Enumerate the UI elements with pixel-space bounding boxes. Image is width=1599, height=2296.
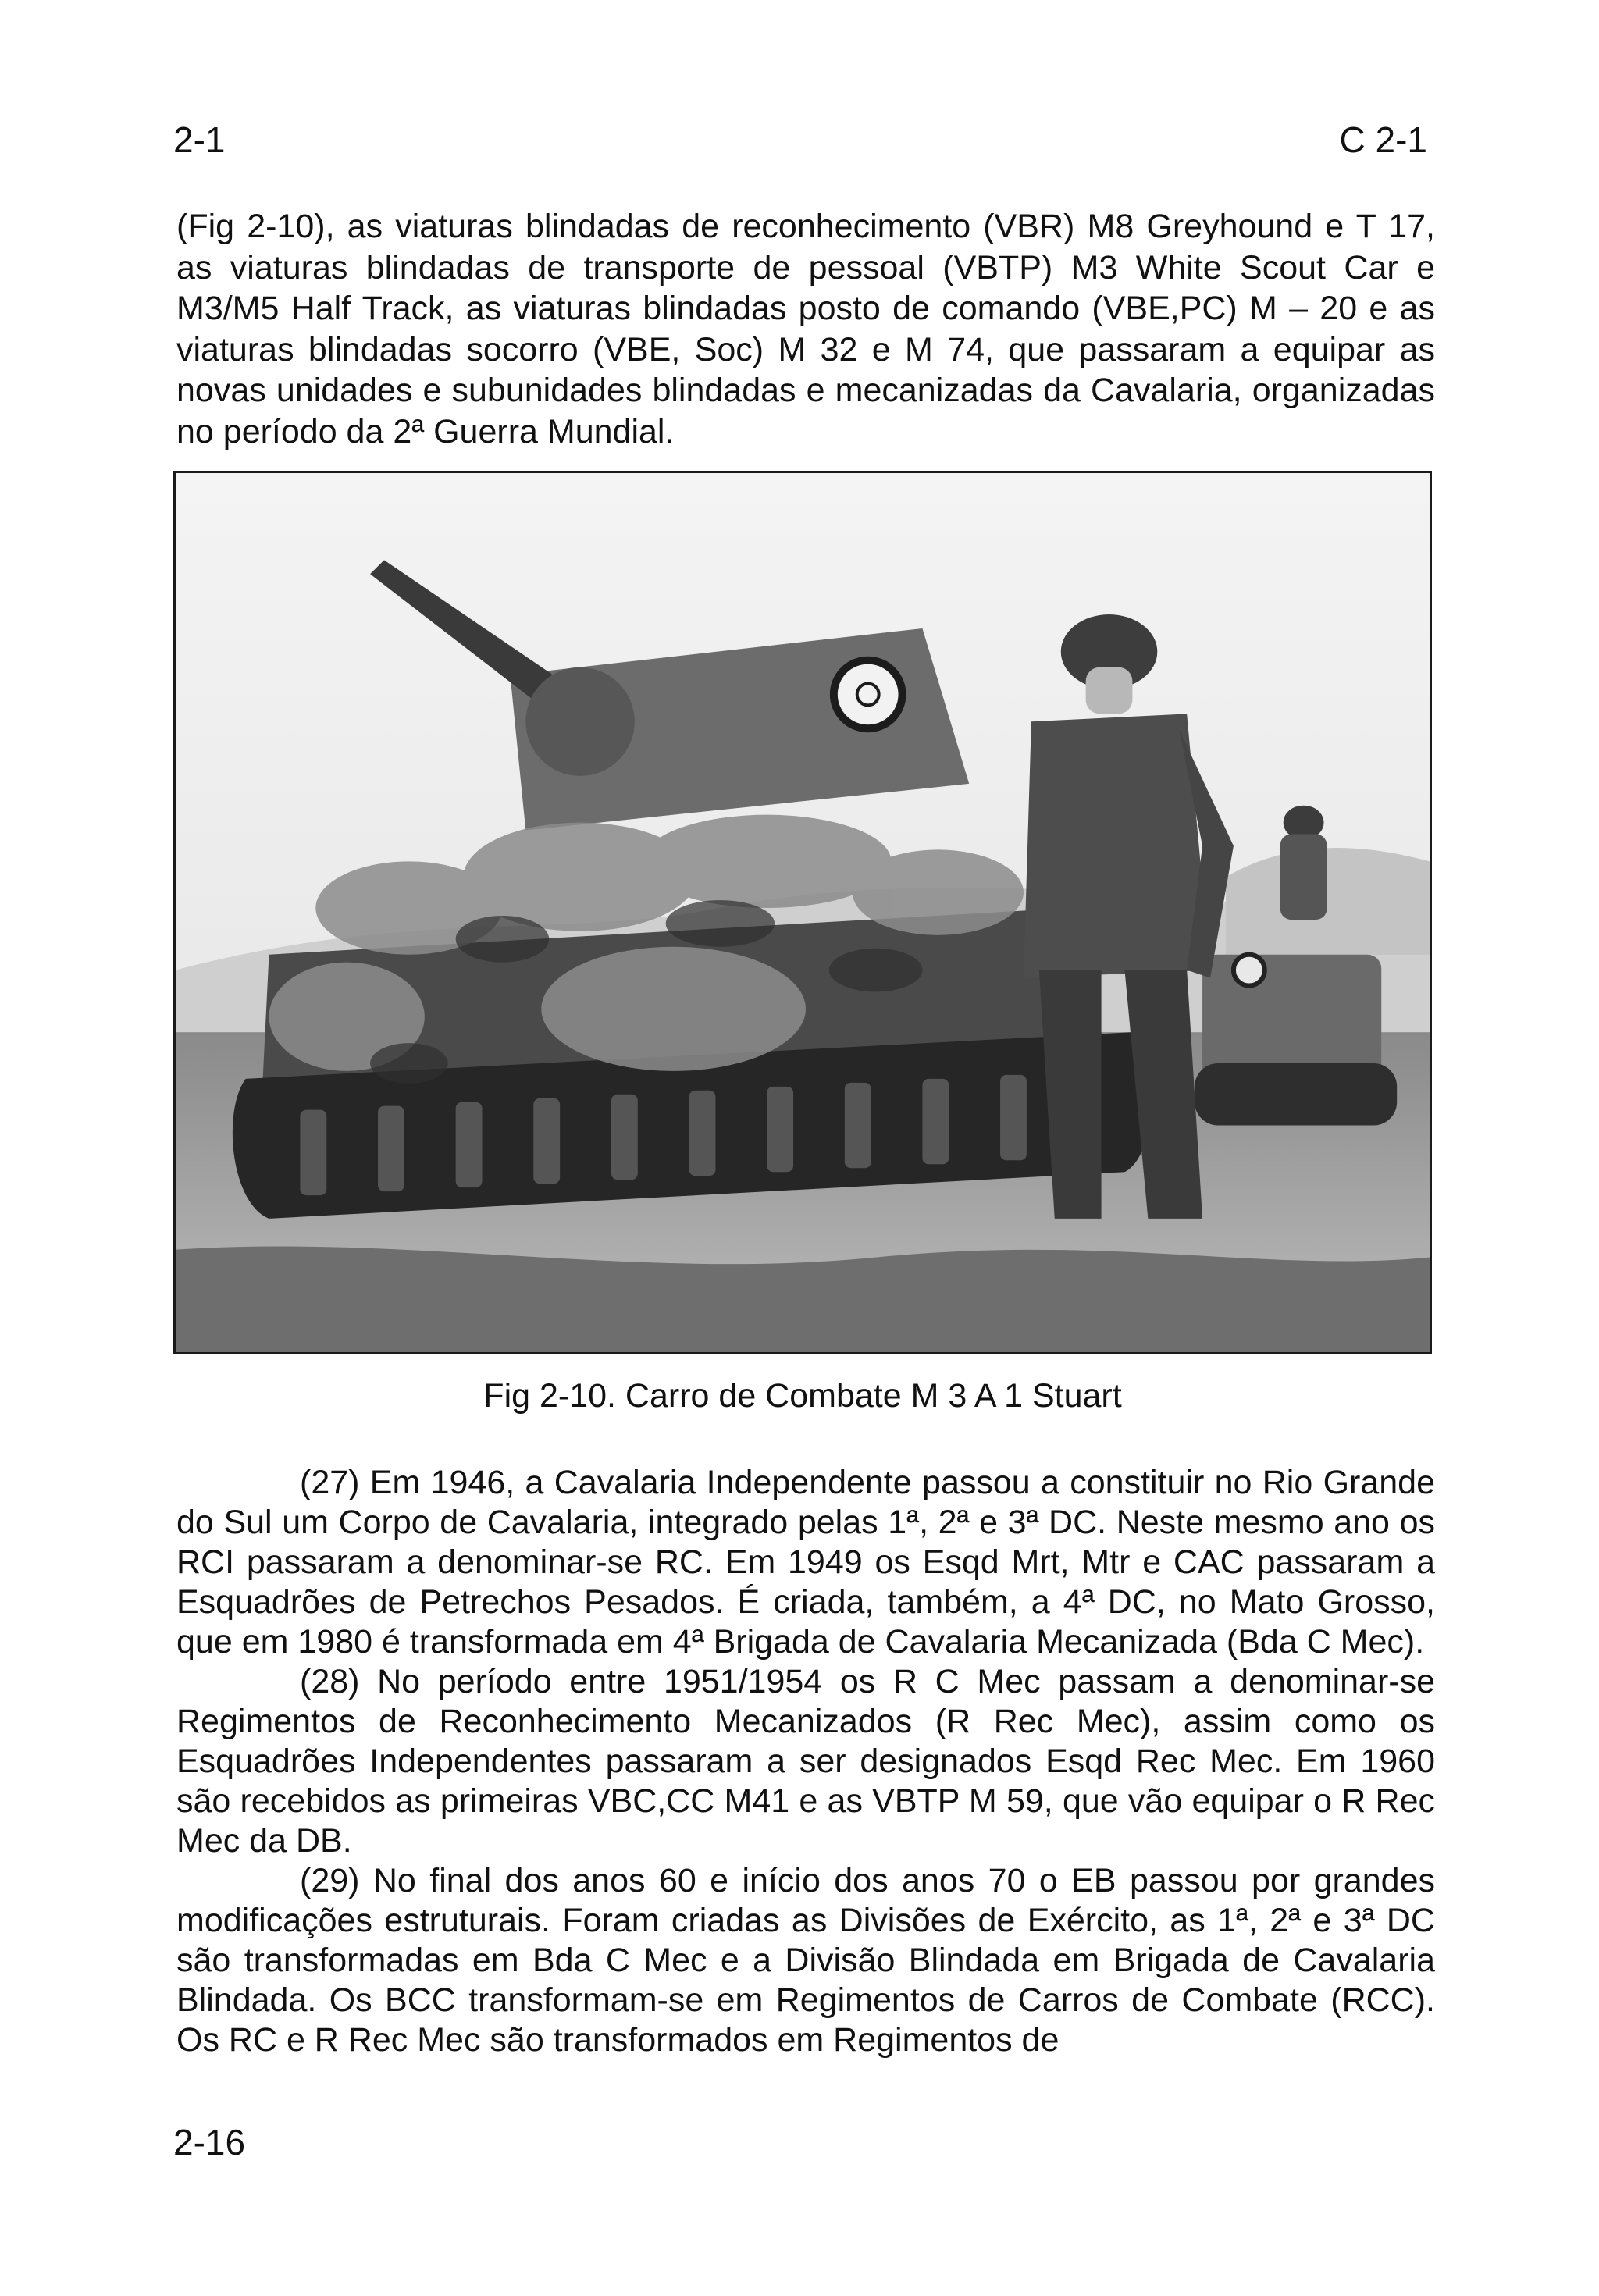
figure-caption: Fig 2-10. Carro de Combate M 3 A 1 Stuart xyxy=(483,1377,1122,1415)
intro-paragraph: (Fig 2-10), as viaturas blindadas de reconhecimento (VBR) M8 Greyhound e T 17, as viaturas blindadas de transporte de pessoal (VBTP) M3 White Scout Car e M3/M5 Half Track, as viaturas blindadas posto de comando (VBE,PC) M – 20 e as viaturas blindadas socorro (VBE, Soc) M 32 e M 74, que passaram a equipar as novas unidades e subunidades blindadas e mecanizadas da Cavalaria, organizadas no período da 2ª Guerra Mundial. xyxy=(176,208,1435,450)
header-section-left: 2-1 xyxy=(173,119,226,160)
paragraph-28: (28) No período entre 1951/1954 os R C Mec passam a denominar-se Regimentos de Reconhecimento Mecanizados (R Rec Mec), assim como os Esquadrões Independentes passaram a ser designados Esqd Rec Mec. Em 1960 são recebidos as primeiras VBC,CC M41 e as VBTP M 59, que vão equipar o R Rec Mec da DB. xyxy=(176,1663,1435,1860)
page-number: 2-16 xyxy=(173,2122,246,2163)
header-manual-code: C 2-1 xyxy=(1339,119,1427,160)
tank-photo-illustration xyxy=(176,473,1430,1352)
paragraph-27: (27) Em 1946, a Cavalaria Independente passou a constituir no Rio Grande do Sul um Corpo de Cavalaria, integrado pelas 1ª, 2ª e 3ª DC. Neste mesmo ano os RCI passaram a denominar-se RC. Em 1949 os Esqd Mrt, Mtr e CAC passaram a Esquadrões de Petrechos Pesados. É criada, também, a 4ª DC, no Mato Grosso, que em 1980 é transformada em 4ª Brigada de Cavalaria Mecanizada (Bda C Mec). xyxy=(176,1464,1435,1661)
body-paragraphs xyxy=(176,1463,1435,2060)
paragraph-29: (29) No final dos anos 60 e início dos anos 70 o EB passou por grandes modificações estruturais. Foram criadas as Divisões de Exército, as 1ª, 2ª e 3ª DC são transformadas em Bda C Mec e a Divisão Blindada em Brigada de Cavalaria Blindada. Os BCC transformam-se em Regimentos de Carros de Combate (RCC). Os RC e R Rec Mec são transformados em Regimentos de xyxy=(176,1862,1435,2059)
figure-photo-m3a1-stuart xyxy=(173,471,1432,1354)
